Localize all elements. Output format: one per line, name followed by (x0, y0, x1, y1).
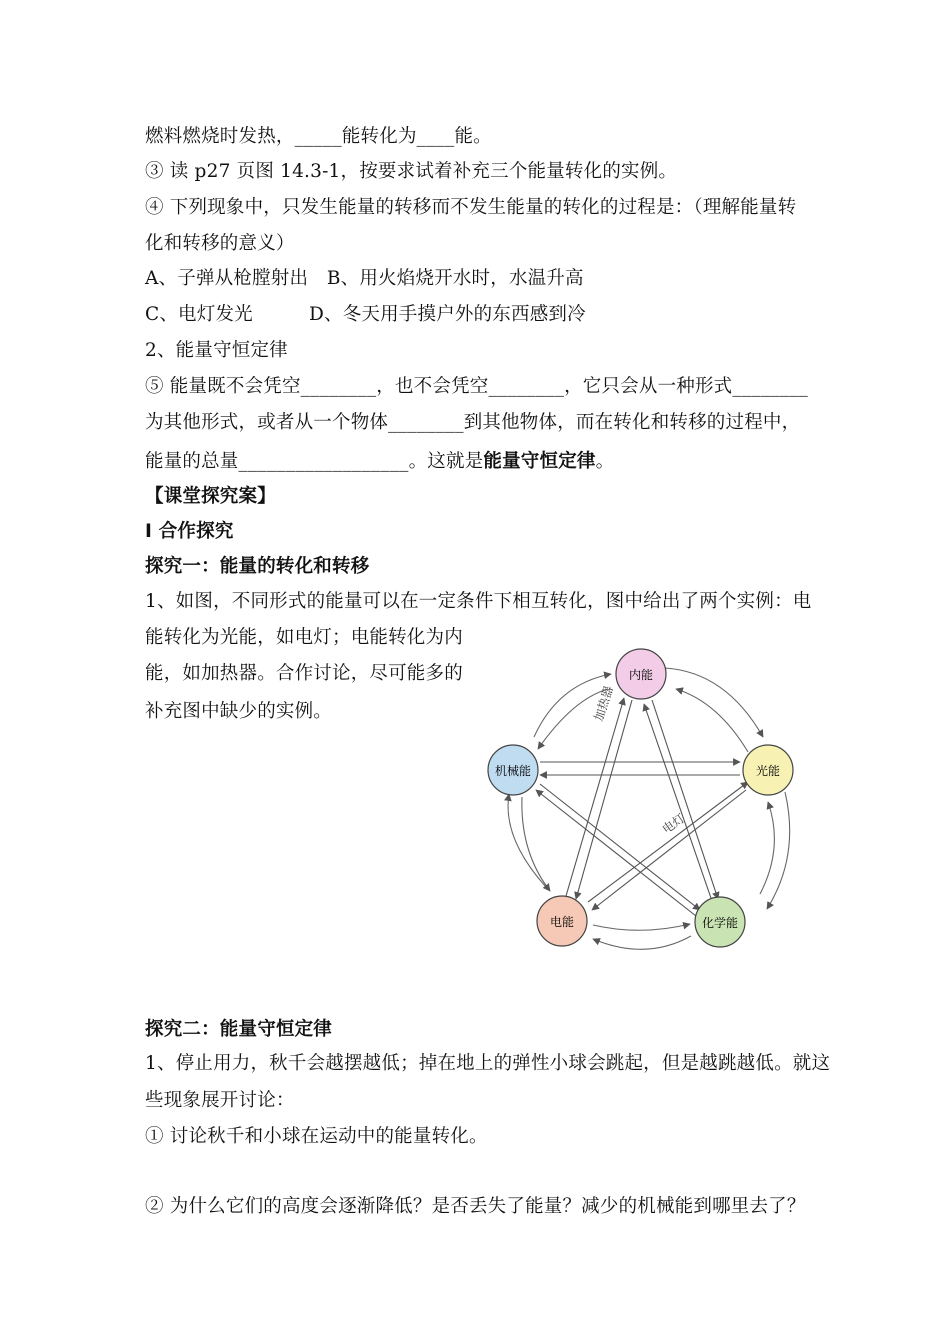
node-label: 内能 (628, 668, 654, 682)
question-4: ④ 下列现象中，只发生能量的转移而不发生能量的转化的过程是：（理解能量转 (145, 197, 797, 218)
arrow (665, 668, 763, 737)
node-internal-energy (616, 649, 666, 699)
subsection-title: Ⅰ 合作探究 (145, 521, 234, 542)
heater-label: 加热器 (591, 684, 616, 723)
text-line: 能转化为光能，如电灯；电能转化为内 (145, 627, 463, 648)
inquiry-1-text: 1、如图，不同形式的能量可以在一定条件下相互转化，图中给出了两个实例：电 (145, 591, 812, 612)
text-line (145, 450, 614, 474)
node-label: 机械能 (494, 764, 532, 778)
node-label: 化学能 (701, 916, 739, 930)
arrow (588, 782, 748, 902)
node-chemical-energy (695, 897, 745, 947)
text-line: 能，如加热器。合作讨论，尽可能多的 (145, 663, 463, 684)
section-title: 【课堂探究案】 (145, 486, 276, 507)
arrow (540, 784, 700, 910)
arrow (652, 700, 718, 899)
law-name: 能量守恒定律 (483, 451, 596, 472)
inquiry-1-title: 探究一：能量的转化和转移 (145, 556, 370, 577)
node-electric-energy (537, 896, 587, 946)
arrow (760, 802, 774, 894)
arrow (592, 790, 746, 910)
arrow (676, 689, 748, 752)
text-line: 化和转移的意义） (145, 233, 295, 254)
node-label: 光能 (755, 764, 781, 778)
discussion-2: ② 为什么它们的高度会逐渐降低？是否丢失了能量？减少的机械能到哪里去了？ (145, 1196, 806, 1217)
inquiry-2-title: 探究二：能量守恒定律 (145, 1019, 333, 1040)
text-line: 燃料燃烧时发热，_____能转化为____能。 (145, 126, 492, 147)
arrow (508, 794, 546, 887)
text-line: 补充图中缺少的实例。 (145, 701, 333, 722)
text-fragment: 。 (595, 451, 615, 472)
energy-conversion-diagram (478, 644, 808, 964)
section-heading: 2、能量守恒定律 (145, 340, 288, 361)
arrow (576, 700, 632, 899)
option-a-b: A、子弹从枪膛射出 B、用火焰烧开水时，水温升高 (145, 268, 584, 289)
arrow (593, 936, 691, 949)
node-light-energy (743, 745, 793, 795)
option-c-d: C、电灯发光 D、冬天用手摸户外的东西感到冷 (145, 304, 586, 325)
node-mechanical-energy (488, 745, 538, 795)
arrow (522, 797, 550, 891)
text-line: 为其他形式，或者从一个物体________到其他物体，而在转化和转移的过程中， (145, 412, 801, 433)
arrow (593, 924, 690, 930)
question-5: ⑤ 能量既不会凭空________，也不会凭空________，它只会从一种形式________ (145, 376, 808, 397)
inner-arrows (536, 698, 748, 916)
discussion-1: ① 讨论秋千和小球在运动中的能量转化。 (145, 1126, 488, 1147)
arrow (644, 704, 712, 901)
text-fragment: 能量的总量__________________。这就是 (145, 451, 484, 472)
text-line: 些现象展开讨论： (145, 1090, 295, 1111)
node-label: 电能 (549, 915, 575, 929)
lamp-label: 电灯 (659, 811, 688, 837)
inquiry-2-text: 1、停止用力，秋千会越摆越低；掉在地上的弹性小球会跳起，但是越跳越低。就这 (145, 1053, 831, 1074)
arrow (566, 698, 624, 896)
question-3: ③ 读 p27 页图 14.3-1，按要求试着补充三个能量转化的实例。 (145, 161, 678, 182)
